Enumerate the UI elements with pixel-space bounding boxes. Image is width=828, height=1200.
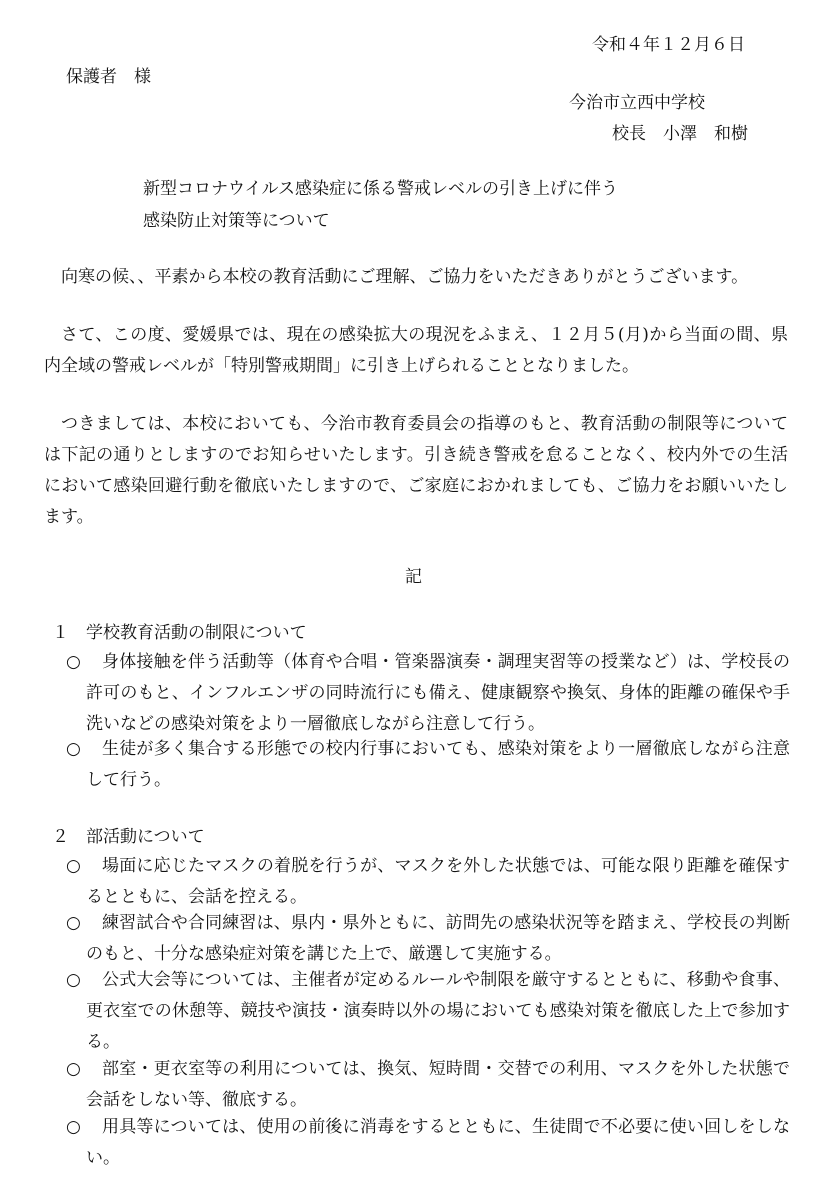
bullet-circle-icon: ○ [66,1117,81,1137]
ki-label: 記 [405,567,422,587]
bullet-circle-icon: ○ [66,1059,81,1079]
list-item-text: 身体接触を伴う活動等（体育や合唱・管楽器演奏・調理実習等の授業など）は、学校長の許可のもと、インフルエンザの同時流行にも備え、健康観察や換気、身体的距離の確保や手洗いなどの感染対策をより一層徹底しながら注意して行う。 [86,652,790,734]
list-item-text: 場面に応じたマスクの着脱を行うが、マスクを外した状態では、可能な限り距離を確保するとともに、会話を控える。 [86,856,790,907]
bullet-circle-icon: ○ [66,970,81,990]
list-item-text: 生徒が多く集合する形態での校内行事においても、感染対策をより一層徹底しながら注意して行う。 [86,739,790,790]
school-name: 今治市立西中学校 [569,93,705,113]
list-item [66,965,790,1058]
list-item [66,908,790,970]
body-paragraph-greeting: 向寒の候、、平素から本校の教育活動にご理解、ご協力をいただきありがとうございます。 [61,267,749,287]
principal-name: 校長 小澤 和樹 [612,124,748,144]
bullet-circle-icon: ○ [66,913,81,933]
list-item-text: 公式大会等については、主催者が定めるルールや制限を厳守するとともに、移動や食事、更衣室での休憩等、競技や演技・演奏時以外の場においても感染対策を徹底した上で参加する。 [86,970,790,1052]
list-item [66,851,790,913]
bullet-circle-icon: ○ [66,652,81,672]
body-paragraph-request: つきましては、本校においても、今治市教育委員会の指導のもと、教育活動の制限等については下記の通りとしますのでお知らせいたします。引き続き警戒を怠ることなく、校内外での生活において感染回避行動を徹底いたしますので、ご家庭におかれましても、ご協力をお願いいたします。 [44,414,788,527]
list-item [66,647,790,740]
bullet-circle-icon: ○ [66,739,81,759]
document-title-line-1: 新型コロナウイルス感染症に係る警戒レベルの引き上げに伴う [143,179,618,199]
list-item-text: 練習試合や合同練習は、県内・県外ともに、訪問先の感染状況等を踏まえ、学校長の判断のもと、十分な感染症対策を講じた上で、厳選して実施する。 [86,913,790,964]
document-title-line-2: 感染防止対策等について [143,211,330,231]
list-item-text: 部室・更衣室等の利用については、換気、短時間・交替での利用、マスクを外した状態で会話をしない等、徹底する。 [86,1059,790,1110]
section-heading-school-activities: １ 学校教育活動の制限について [52,623,307,643]
body-paragraph-situation: さて、この度、愛媛県では、現在の感染拡大の現況をふまえ、１２月５(月)から当面の間、県内全域の警戒レベルが「特別警戒期間」に引き上げられることとなりました。 [44,325,788,376]
bullet-circle-icon: ○ [66,856,81,876]
list-item [66,734,790,796]
list-item [66,1054,790,1116]
list-item [66,1112,790,1174]
list-item-text: 用具等については、使用の前後に消毒をするとともに、生徒間で不必要に使い回しをしない。 [86,1117,790,1168]
recipient: 保護者 様 [66,67,151,87]
document-date: 令和４年１２月６日 [592,35,745,55]
section-heading-club-activities: ２ 部活動について [52,827,205,847]
